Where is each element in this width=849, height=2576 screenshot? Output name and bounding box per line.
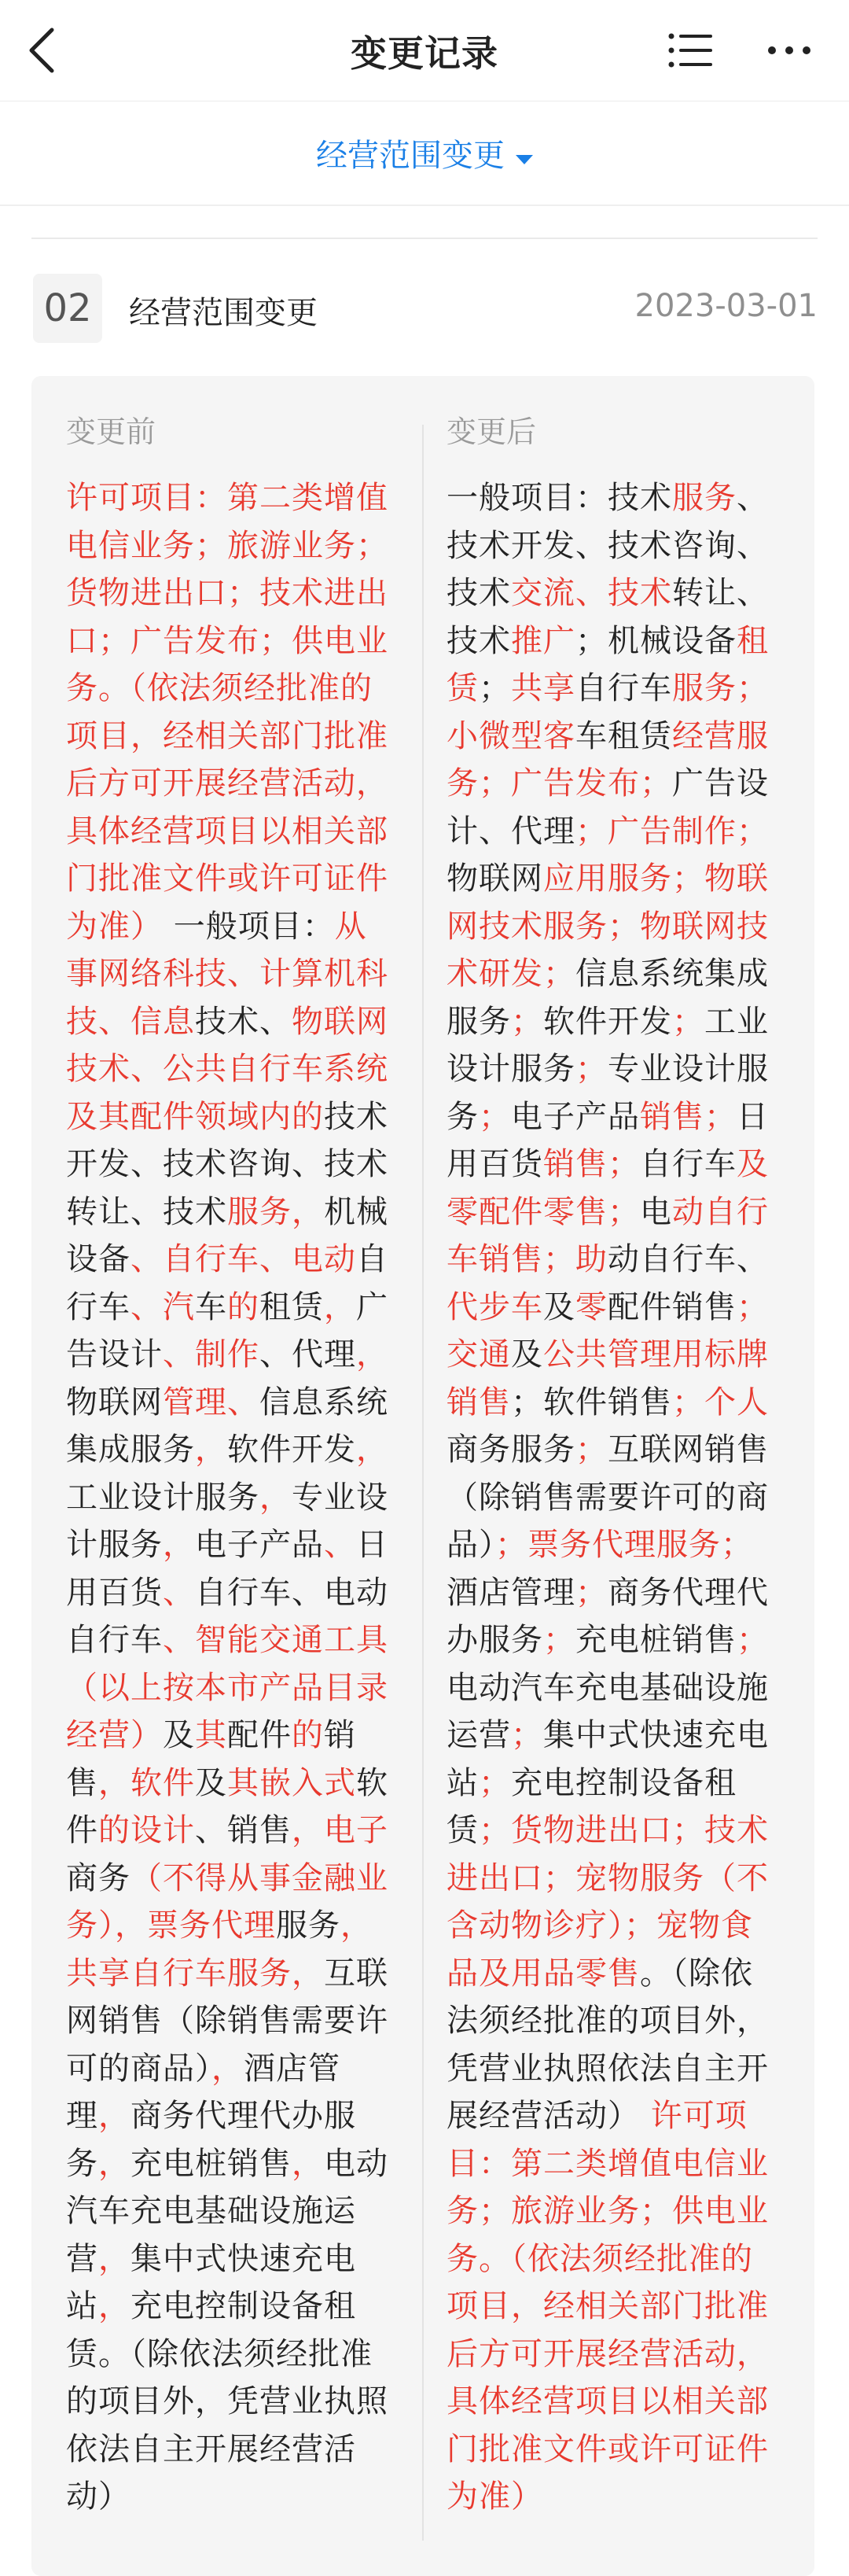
changed-text-segment: ， [98, 2098, 130, 2134]
changed-text-segment: ，电子 [292, 1812, 388, 1848]
text-segment: 自行车、电动自行车 [66, 1574, 388, 1658]
changed-text-segment: ，软件 [98, 1764, 195, 1801]
after-content [447, 474, 777, 2521]
changed-text-segment: 服务 [672, 480, 737, 516]
text-segment: 配件 [227, 1717, 292, 1753]
changed-text-segment: 的设计 [98, 1812, 195, 1848]
section-divider [31, 238, 818, 239]
text-segment: 电 [640, 1193, 672, 1230]
changed-text-segment: ；货物进出口；技术进出口；宠物服务（不含动物诊疗）；宠物食品及用品零售 [447, 1812, 769, 1992]
changed-text-segment: 服务；小微型客 [447, 670, 769, 754]
changed-text-segment: （不得从事金融业务），票务代理 [66, 1859, 388, 1944]
text-segment: 商务代理代办服务 [66, 2098, 356, 2182]
text-segment: 酒店管理 [66, 2050, 340, 2134]
after-column [447, 407, 777, 2521]
changed-text-segment: 动自行车销售；助 [447, 1193, 769, 1277]
changed-text-segment: 经营服务；广告发布； [447, 717, 769, 802]
changed-text-segment: 、制作 [163, 1336, 259, 1373]
caret-down-icon [516, 155, 533, 164]
text-segment: 日用百货 [447, 1098, 769, 1182]
changed-text-segment: 管理、 [163, 1384, 259, 1421]
changed-text-segment: ； [575, 1574, 608, 1611]
text-segment: 电子产品 [195, 1527, 324, 1563]
changed-text-segment: 的 [292, 1717, 324, 1753]
changed-text-segment: 其 [195, 1717, 227, 1753]
text-segment: 商务代理代办服务 [447, 1574, 769, 1658]
changed-text-segment: 服务， [227, 1193, 324, 1230]
text-segment: 车 [195, 1288, 227, 1325]
record-header [31, 272, 818, 343]
text-segment: ； [479, 670, 511, 706]
changed-text-segment: ； [543, 1622, 575, 1658]
changed-text-segment: 许可项目：第二类增值电信业务；旅游业务；货物进出口；技术进出口；广告发布；供电业务。（依法须经批准的项目，经相关部门批准后方可开展经营活动，具体经营项目以相关部门批准文件或许可证件为准） [66, 480, 388, 945]
changed-text-segment: ， [259, 1479, 292, 1516]
text-segment: 配件销售 [608, 1288, 737, 1325]
text-segment: 集中式快速充电站 [66, 2240, 356, 2324]
changed-text-segment: ； [575, 1432, 608, 1468]
text-segment: 商务 [66, 1859, 130, 1896]
changed-text-segment: ， [98, 2288, 130, 2324]
changed-text-segment: 、自行车、电动 [130, 1241, 356, 1277]
text-segment: 日用百货 [66, 1527, 388, 1611]
text-segment: 自行车 [575, 670, 672, 706]
record-number-badge: 02 [33, 274, 102, 343]
text-segment: 充电桩销售 [575, 1622, 737, 1658]
changed-text-segment: 从事网络科技、计算机科技、信息 [66, 908, 388, 1040]
filter-label: 经营范围变更 [316, 138, 505, 174]
text-segment: 一般项目： [163, 908, 335, 945]
text-segment: 专业设计服务 [66, 1479, 388, 1563]
record-date: 2023-03-01 [634, 288, 818, 324]
changed-text-segment: ；票务代理服务； [495, 1527, 753, 1563]
text-segment: 车租赁 [575, 717, 672, 754]
changed-text-segment: ；个人 [672, 1384, 769, 1421]
changed-text-segment: ， [292, 2145, 324, 2182]
changed-text-segment: ； [575, 1051, 608, 1087]
before-label: 变更前 [66, 415, 156, 449]
text-segment: 。（除依法须经批准的项目外，凭营业执照依法自主开展经营活动） [447, 1955, 769, 2134]
page-title: 变更记录 [351, 32, 498, 75]
changed-text-segment: ， [98, 2145, 130, 2182]
top-nav-bar [0, 0, 849, 101]
text-segment: ；机械设备 [575, 622, 737, 659]
changed-text-segment: 共享 [511, 670, 575, 706]
text-segment: 充电控制设备租赁 [447, 1764, 737, 1848]
text-segment: 自行车 [66, 1241, 388, 1325]
changed-text-segment: 及零配件零售； [447, 1146, 769, 1230]
after-label: 变更后 [447, 415, 537, 449]
changed-text-segment: 的 [227, 1288, 259, 1325]
changed-text-segment: 公共管理用标牌销售 [447, 1336, 769, 1421]
changed-text-segment: 租赁 [447, 622, 769, 706]
text-segment: 工业设计服务 [447, 1003, 769, 1087]
text-segment: 商务服务 [447, 1432, 575, 1468]
text-segment: 充电桩销售 [130, 2145, 292, 2182]
changed-text-segment: ；广告制作； [575, 813, 769, 849]
changed-text-segment: ， [324, 1288, 356, 1325]
text-segment: 租赁 [259, 1288, 324, 1325]
text-segment: 物联网 [447, 861, 543, 897]
text-segment: 专业设计服务 [447, 1051, 769, 1135]
changed-text-segment: 、智能交通工具（以上按本市产品目录经营） [66, 1622, 388, 1753]
before-content [66, 474, 396, 2521]
text-segment: 软件 [66, 1764, 388, 1848]
record-title: 经营范围变更 [129, 295, 318, 331]
changed-text-segment: ， [211, 2050, 244, 2087]
text-segment: ；软件销售 [511, 1384, 672, 1421]
text-segment: 及 [511, 1336, 543, 1373]
change-detail-card [31, 376, 814, 2576]
changed-text-segment: ； [737, 1622, 769, 1658]
changed-text-segment: 应用服务；物联网技术服务；物联网技术研发； [447, 861, 769, 992]
text-segment: 自行车 [640, 1146, 737, 1182]
text-segment: 转让、技术 [447, 575, 769, 659]
text-segment: 广告设计、代理 [447, 765, 769, 849]
changed-text-segment: 其嵌入式 [227, 1764, 356, 1801]
filter-dropdown[interactable] [0, 131, 849, 175]
more-icon[interactable] [764, 27, 814, 74]
text-segment: 软件开发 [543, 1003, 672, 1040]
text-segment: 酒店管理 [447, 1574, 575, 1611]
text-segment: 机械设备 [66, 1193, 388, 1277]
text-segment: 互联网销售（除销售需要许可的商品） [66, 1955, 388, 2087]
changed-text-segment: 许可项目：第二类增值电信业务；旅游业务；供电业务。（依法须经批准的项目，经相关部门批准后方可开展经营活动，具体经营项目以相关部门批准文件或许可证件为准） [447, 2098, 769, 2515]
changed-text-segment: ， [98, 2240, 130, 2277]
text-segment: 及 [543, 1288, 575, 1325]
changed-text-segment: 推广 [511, 622, 575, 659]
text-segment: 动自行车、 [608, 1241, 769, 1277]
text-segment: 一般项目：技术 [447, 480, 672, 516]
text-segment: 互联网销售（除销售需要许可的商品） [447, 1432, 769, 1563]
text-segment: 软件开发 [227, 1432, 356, 1468]
text-segment: 工业设计服务 [66, 1479, 259, 1516]
text-segment: 及 [163, 1717, 195, 1753]
changed-text-segment: ； [672, 1003, 704, 1040]
changed-text-segment: 、 [324, 1527, 356, 1563]
changed-text-segment: 销售； [543, 1146, 640, 1182]
changed-text-segment: ， [356, 1336, 388, 1373]
text-segment: 技术、 [195, 1003, 292, 1040]
text-segment: 信息系统集成服务 [66, 1384, 388, 1468]
changed-text-segment: 、汽 [130, 1288, 195, 1325]
changed-text-segment: 物联网技术、公共自行车系统及其配件领域内的 [66, 1003, 388, 1135]
text-segment: 、技术开发、技术咨询、技术 [447, 480, 769, 611]
text-segment: 技术开发、技术咨询、技术转让、技术 [66, 1098, 388, 1230]
text-segment: 、代理 [259, 1336, 356, 1373]
changed-text-segment: 、 [163, 1574, 195, 1611]
changed-text-segment: ； [511, 1003, 543, 1040]
changed-text-segment: ， [356, 1432, 388, 1468]
text-segment: 及 [195, 1764, 227, 1801]
text-segment: 服务 [276, 1907, 340, 1944]
changed-text-segment: ， [163, 1527, 195, 1563]
column-divider [422, 425, 424, 2541]
changed-text-segment: ，共享自行车服务， [66, 1907, 373, 1992]
text-segment: 充电控制设备租赁。（除依法须经批准的项目外，凭营业执照依法自主开展经营活动） [66, 2288, 388, 2515]
changed-text-segment: 交流、技术 [511, 575, 672, 611]
text-segment: 电子产品 [511, 1098, 640, 1135]
changed-text-segment: ； [479, 1098, 511, 1135]
text-segment: 广告设计 [66, 1288, 388, 1373]
changed-text-segment: 销售； [640, 1098, 737, 1135]
change-type-filter[interactable] [0, 102, 849, 206]
changed-text-segment: ；交通 [447, 1288, 769, 1373]
text-segment: 物联网 [66, 1384, 163, 1421]
list-icon[interactable] [665, 27, 715, 74]
text-segment: 、销售 [195, 1812, 292, 1848]
changed-text-segment: 代步车 [447, 1288, 543, 1325]
changed-text-segment: ； [479, 1764, 511, 1801]
changed-text-segment: 零 [575, 1288, 608, 1325]
text-segment: 电动汽车充电基础设施运营 [66, 2145, 388, 2277]
text-segment: 电动汽车充电基础设施运营 [447, 1669, 769, 1753]
text-segment: 销售 [66, 1717, 356, 1801]
text-segment: 集中式快速充电站 [447, 1717, 769, 1801]
before-column [66, 407, 396, 2521]
changed-text-segment: ； [511, 1717, 543, 1753]
changed-text-segment: ， [195, 1432, 227, 1468]
text-segment: 信息系统集成服务 [447, 956, 769, 1040]
